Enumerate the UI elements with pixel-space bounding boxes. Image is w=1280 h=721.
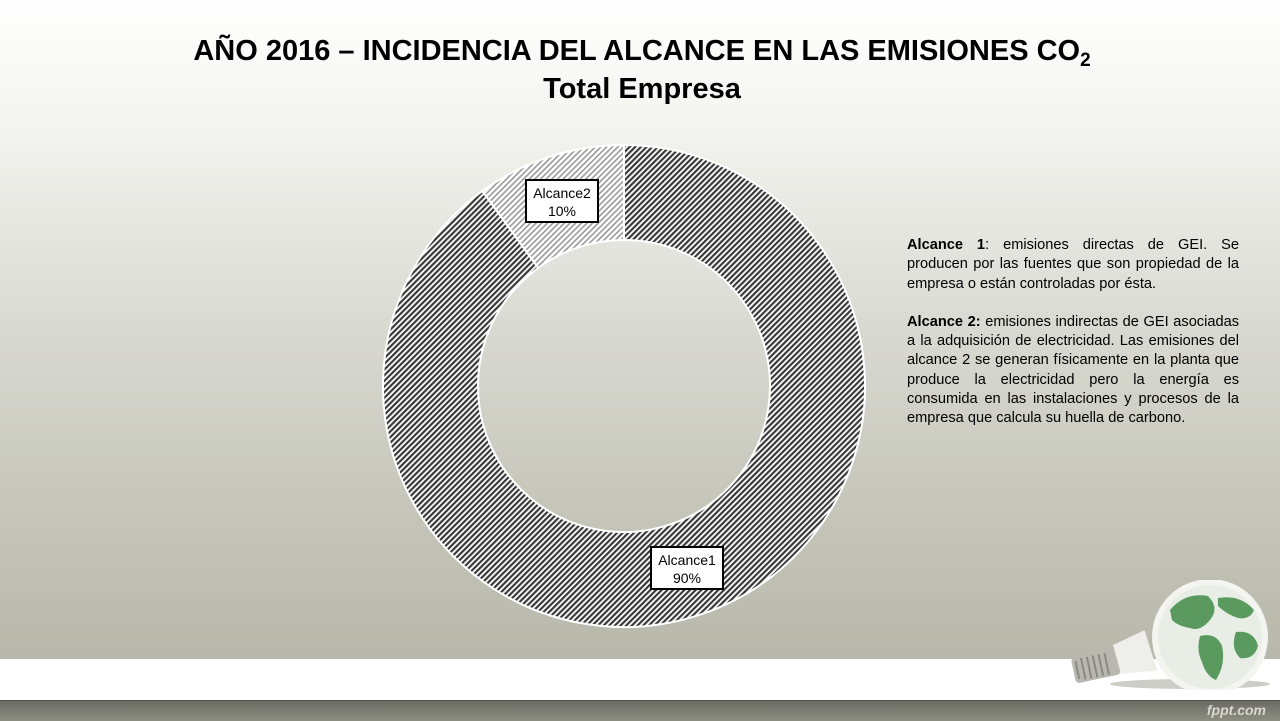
footer-watermark: fppt.com	[1206, 702, 1266, 718]
alcance2-heading: Alcance 2:	[907, 313, 981, 330]
alcance1-heading: Alcance 1	[907, 237, 986, 253]
data-label-value: 90%	[672, 570, 702, 586]
data-label-alcance2	[526, 180, 598, 222]
alcance1-text: : emisiones directas de GEI. Se producen por las fuentes que son propiedad de la empresa o están controladas por ésta.	[907, 237, 1239, 292]
data-label-value: 10%	[547, 203, 577, 219]
alcance2-text: emisiones indirectas de GEI asociadas a la adquisición de electricidad. Las emisiones del alcance 2 se generan físicamente en la planta que produce la electricidad pero la energía es consumida en las instalaciones y procesos de la empresa que calcula su huella de carbono.	[907, 313, 1239, 427]
alcance2-paragraph	[907, 313, 1239, 429]
data-label-category: Alcance2	[533, 185, 591, 201]
title-subscript: 2	[1080, 50, 1091, 71]
scope-description	[907, 236, 1239, 448]
alcance1-paragraph	[907, 236, 1239, 294]
data-label-alcance1	[651, 547, 723, 589]
lightbulb-globe-icon	[1050, 580, 1280, 690]
chart-slices	[383, 145, 865, 627]
data-label-category: Alcance1	[658, 552, 716, 568]
footer-bar	[0, 700, 1280, 721]
title-line1: AÑO 2016 – INCIDENCIA DEL ALCANCE EN LAS EMISIONES CO	[193, 35, 1081, 67]
title-line2: Total Empresa	[543, 73, 741, 105]
